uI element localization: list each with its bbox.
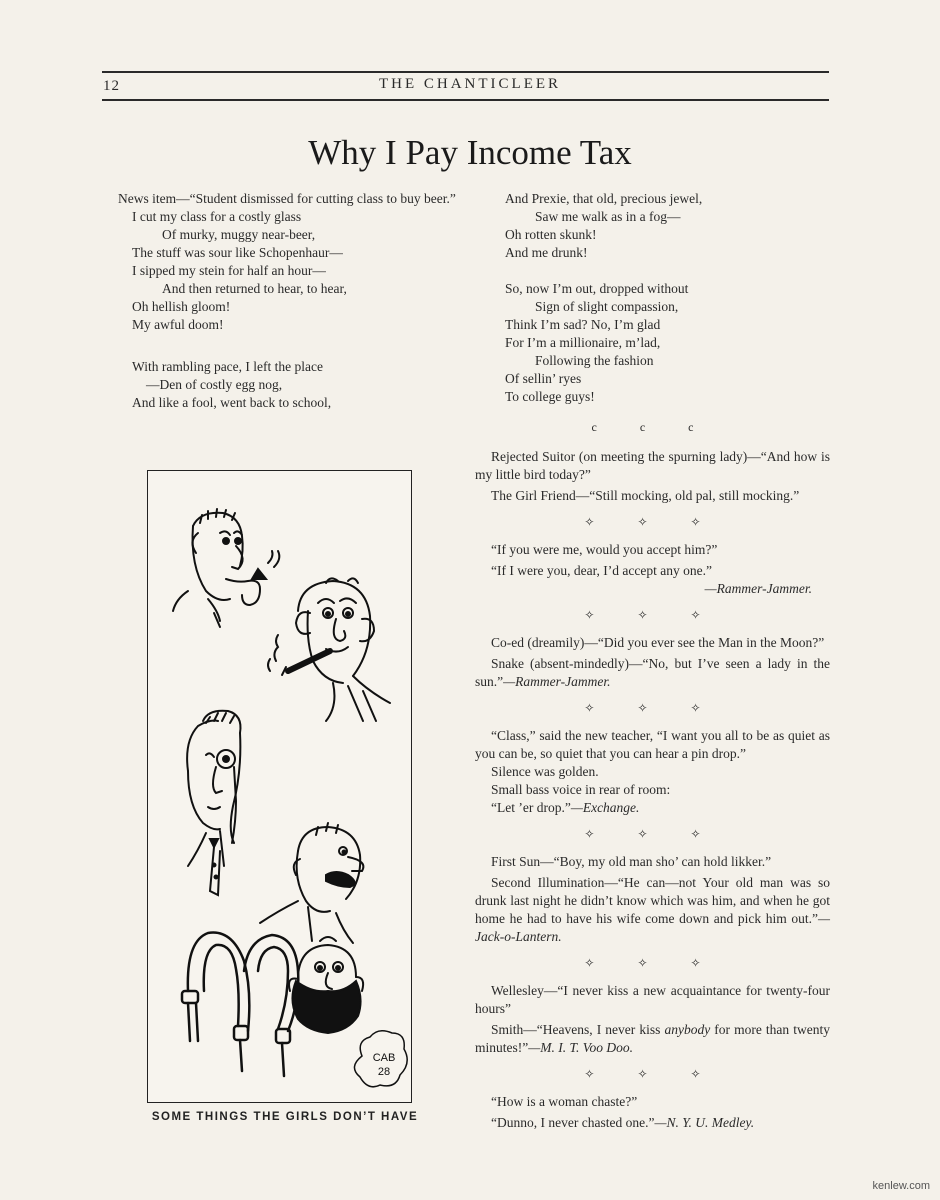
- signature-initials: CAB: [372, 1052, 396, 1064]
- poem-line: And me drunk!: [505, 245, 588, 260]
- pipe-smoker-drawing: [173, 509, 279, 627]
- joke-line: First Sun—“Boy, my old man sho’ can hold likker.”: [491, 854, 772, 869]
- joke-line: Wellesley—“I never kiss a new acquaintance for twenty-four hours”: [475, 983, 830, 1016]
- poem-line: Sign of slight compassion,: [535, 299, 679, 314]
- joke-source: —N. Y. U. Medley.: [654, 1115, 755, 1130]
- header-rule-bottom: [102, 99, 829, 101]
- joke-source: —M. I. T. Voo Doo.: [528, 1040, 634, 1055]
- poem-line: Of murky, muggy near-beer,: [162, 227, 316, 242]
- suspenders-drawing: [182, 933, 298, 1076]
- separator: ✧ ✧ ✧: [584, 701, 721, 715]
- joke-source: —Rammer-Jammer.: [503, 674, 611, 689]
- joke-line: “Let ’er drop.”—Exchange.: [491, 800, 640, 815]
- joke-line: “If you were me, would you accept him?”: [491, 542, 718, 557]
- poem-line: The stuff was sour like Schopenhaur—: [132, 245, 343, 260]
- poem-line: Oh hellish gloom!: [132, 299, 231, 314]
- page-number: 12: [103, 78, 120, 94]
- joke-line: Small bass voice in rear of room:: [491, 782, 671, 797]
- joke-line: “How is a woman chaste?”: [491, 1094, 638, 1109]
- poem-line: I cut my class for a costly glass: [132, 209, 302, 224]
- watermark: kenlew.com: [872, 1180, 930, 1192]
- signature-year: 28: [377, 1066, 391, 1078]
- poem-line: And Prexie, that old, precious jewel,: [505, 191, 703, 206]
- poem-line: With rambling pace, I left the place: [132, 359, 323, 374]
- poem-line: My awful doom!: [132, 317, 224, 332]
- joke-line: Co-ed (dreamily)—“Did you ever see the Man in the Moon?”: [491, 635, 825, 650]
- poem-line: —Den of costly egg nog,: [146, 377, 283, 392]
- poem-line: And then returned to hear, to hear,: [162, 281, 347, 296]
- poem-line: To college guys!: [505, 389, 595, 404]
- joke-source: —Rammer-Jammer.: [704, 581, 812, 596]
- poem-left-column: [102, 190, 462, 412]
- joke-line: Rejected Suitor (on meeting the spurning lady)—“And how is my little bird today?”: [475, 449, 830, 482]
- poem-line: Oh rotten skunk!: [505, 227, 597, 242]
- poem-line: Think I’m sad? No, I’m glad: [505, 317, 661, 332]
- separator: ✧ ✧ ✧: [584, 515, 721, 529]
- cigar-smoker-drawing: [268, 578, 390, 721]
- header-rule-top: [102, 71, 829, 73]
- magazine-title: THE CHANTICLEER: [378, 76, 562, 92]
- mustache-man-drawing: [260, 823, 363, 943]
- poem-line: For I’m a millionaire, m’lad,: [505, 335, 661, 350]
- separator: ✧ ✧ ✧: [584, 1067, 721, 1081]
- cartoon-caption: SOME THINGS THE GIRLS DON’T HAVE: [151, 1111, 419, 1123]
- separator: ✧ ✧ ✧: [584, 827, 721, 841]
- right-column: [475, 190, 830, 1132]
- monocle-man-drawing: [187, 711, 240, 895]
- artist-signature: [354, 1031, 407, 1087]
- cartoon-panel: [147, 470, 412, 1103]
- separator: ✧ ✧ ✧: [584, 608, 721, 622]
- poem-intro: News item—“Student dismissed for cutting class to buy beer.”: [118, 191, 456, 206]
- separator: c c c: [591, 420, 714, 434]
- poem-line: Of sellin’ ryes: [505, 371, 582, 386]
- joke-line: “Class,” said the new teacher, “I want you all to be as quiet as you can be, so quiet that you can hear a pin drop.”: [475, 728, 830, 761]
- joke-line: Smith—“Heavens, I never kiss anybody for more than twenty minutes!”—M. I. T. Voo Doo.: [475, 1022, 831, 1055]
- bearded-man-drawing: [289, 937, 363, 1033]
- poem-line: So, now I’m out, dropped without: [505, 281, 689, 296]
- cartoon-illustration: [148, 471, 411, 1102]
- joke-line: Silence was golden.: [491, 764, 599, 779]
- joke-line: Second Illumination—“He can—not Your old man was so drunk last night he didn’t know which was him, and when he got home he had to have his wife come down and pick him out.”—Jack-o-Lantern.: [475, 875, 830, 944]
- poem-line: And like a fool, went back to school,: [132, 395, 332, 410]
- poem-line: Saw me walk as in a fog—: [535, 209, 681, 224]
- article-title: Why I Pay Income Tax: [308, 133, 632, 172]
- joke-line: “Dunno, I never chasted one.”—N. Y. U. Medley.: [491, 1115, 755, 1130]
- separator: ✧ ✧ ✧: [584, 956, 721, 970]
- joke-line: The Girl Friend—“Still mocking, old pal, still mocking.”: [491, 488, 800, 503]
- joke-source: —Exchange.: [570, 800, 640, 815]
- joke-line: Snake (absent-mindedly)—“No, but I’ve seen a lady in the sun.”—Rammer-Jammer.: [475, 656, 830, 689]
- joke-line: “If I were you, dear, I’d accept any one.”: [491, 563, 712, 578]
- poem-line: Following the fashion: [535, 353, 654, 368]
- joke-source: —Jack-o-Lantern.: [475, 911, 830, 944]
- poem-line: I sipped my stein for half an hour—: [132, 263, 326, 278]
